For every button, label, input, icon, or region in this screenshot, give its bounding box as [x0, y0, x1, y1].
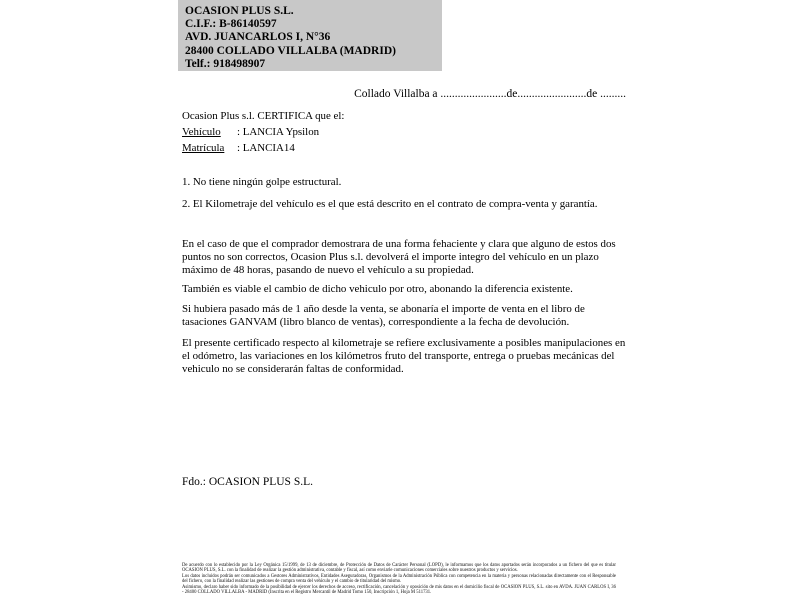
date-fill-in-line: Collado Villalba a .......................de........................de ......... — [354, 88, 626, 100]
legal-paragraph-lopd: De acuerdo con lo establecido por la Ley Orgánica 15/1999, de 13 de diciembre, de Protección de Datos de Carácter Personal (LOPD), le informamos que los datos aportados serán incorporados a un fichero del que es titular OCASION PLUS, S.L. con la finalidad de realizar la gestión administrativa, contable y fiscal, así como enviarle comunicaciones comerciales sobre nuestros productos y servicios. — [182, 563, 616, 574]
company-phone: Telf.: 918498907 — [185, 57, 266, 70]
exchange-clause-paragraph: También es viable el cambio de dicho vehiculo por otro, abonando la diferencia existente. — [182, 283, 573, 295]
refund-clause-paragraph: En el caso de que el comprador demostrara de una forma fehaciente y clara que alguno de estos dos puntos no son correctos, Ocasion Plus s.l. devolverá el importe integro del vehículo en un plazo máximo de 48 horas, pasando de nuevo el vehículo a su propiedad. — [182, 238, 616, 276]
certified-point-2: 2. El Kilometraje del vehículo es el que está descrito en el contrato de compra-venta y garantía. — [182, 198, 598, 210]
company-cif: C.I.F.: B-86140597 — [185, 18, 277, 31]
ganvam-clause-paragraph: Si hubiera pasado más de 1 año desde la venta, se abonaría el importe de venta en el libro de tasaciones GANVAM (libro blanco de ventas), correspondiente a la fecha de devolución. — [182, 303, 585, 328]
company-header-box — [178, 0, 442, 71]
certificate-body — [182, 110, 626, 376]
company-city: 28400 COLLADO VILLALBA (MADRID) — [185, 44, 396, 57]
legal-paragraph-data-sharing: Los datos incluidos podrán ser comunicados a Gestores Administrativos, Entidades Aseguradoras, Organismos de la Administración Pública con competencia en la materia y personas relacionadas directamente con el Responsable del fichero, con la finalidad realizar las gestiones de compra venta del vehículo y el cambio de titularidad del mismo. — [182, 573, 616, 585]
vehicle-line — [182, 126, 626, 139]
plate-label: Matrícula — [182, 142, 225, 154]
plate-line — [182, 142, 626, 155]
certify-statement: Ocasion Plus s.l. CERTIFICA que el: — [182, 110, 345, 122]
legal-paragraph-rights: Asimismo, declaro haber sido informado de la posibilidad de ejercer los derechos de acceso, rectificación, cancelación y oposición de mis datos en el domicilio fiscal de OCASION PLUS, S.L. sito en AVDA. JUAN CARLOS I, 36 - 28400 COLLADO VILLALBA - MADRID (Inscrita en el Registro Mercantil de Madrid Tomo 150, Inscripción 1, Hoja M 511731. — [182, 584, 616, 596]
odometer-clause-paragraph: El presente certificado respecto al kilometraje se refiere exclusivamente a posibles manipulaciones en el odómetro, las variaciones en los kilómetros fruto del transporte, entrega o pruebas mecánicas del vehiculo no se considerarán faltas de conformidad. — [182, 337, 626, 375]
plate-value: : LANCIA14 — [237, 142, 295, 154]
vehicle-label: Vehículo — [182, 126, 221, 138]
certified-point-1: 1. No tiene ningún golpe estructural. — [182, 176, 342, 188]
signature-line: Fdo.: OCASION PLUS S.L. — [182, 476, 313, 488]
company-name: OCASION PLUS S.L. — [185, 5, 294, 17]
legal-disclaimer — [182, 563, 616, 595]
vehicle-value: : LANCIA Ypsilon — [237, 126, 320, 138]
company-address: AVD. JUANCARLOS I, N°36 — [185, 31, 331, 44]
